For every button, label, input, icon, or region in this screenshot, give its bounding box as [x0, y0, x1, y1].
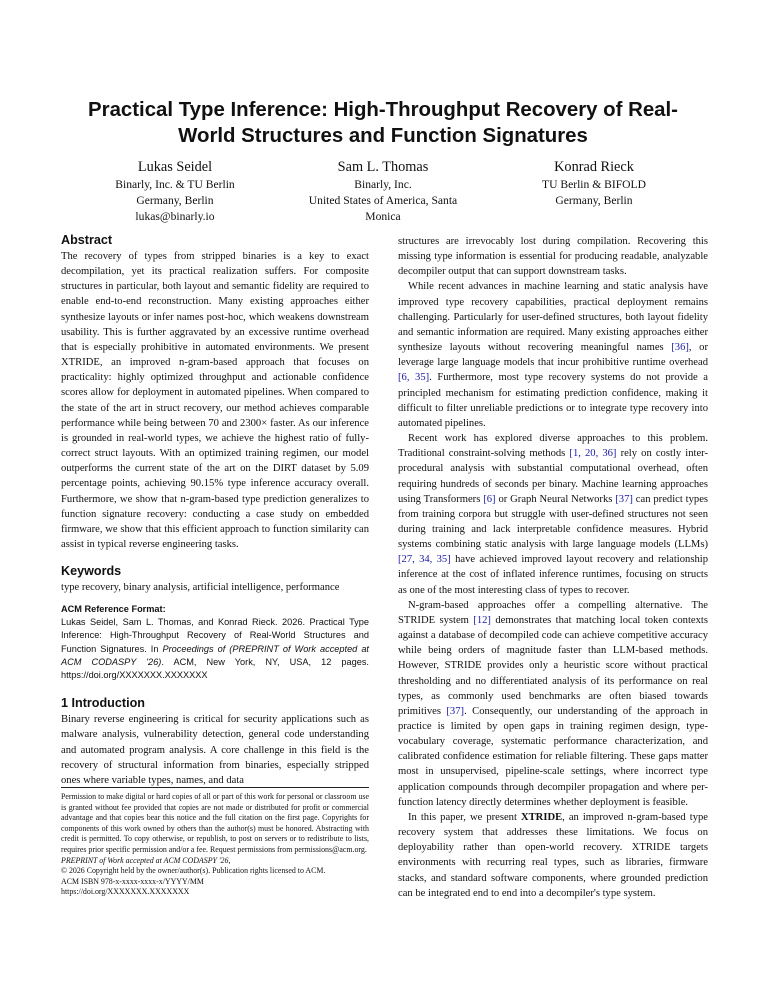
paragraph: N-gram-based approaches offer a compelling alternative. The STRIDE system [12] demonstrates that matching local token contexts against a database of decompiled code can achieve competitive accuracy while being orders of magnitude faster than LLM-based methods. However, STRIDE provides only a heuristic score without practical thresholding and no differentiated analysis of its performance on real types, as commonly used benchmarks are often biased towards primitives [37]. Consequently, our understanding of the approach in practice is limited by open gaps in training regimen design, type-vocabulary coverage, systematic performance characterization, and calibrated confidence estimation for reliable filtering. These gaps matter most in unsupervised, pipeline-scale settings, where incorrect type application compounds through decompiler propagation and where per-function latency directly determines whether deployment is feasible. — [398, 599, 708, 808]
acm-reference-text — [61, 616, 369, 682]
copyright-footnote — [61, 787, 369, 898]
author-block — [90, 158, 260, 225]
acm-reference-publisher: . ACM, New York, NY, USA, 12 pages. https://doi.org/XXXXXXX.XXXXXXX — [61, 656, 369, 681]
citation-link[interactable]: [1, 20, 36] — [565, 448, 617, 460]
citation-link[interactable]: [12] — [468, 614, 491, 626]
citation-link[interactable]: [37] — [440, 705, 465, 717]
author-name: Konrad Rieck — [554, 159, 634, 175]
citation-link[interactable]: [27, 34, 35] — [398, 554, 451, 566]
author-location: Germany, Berlin — [136, 194, 214, 207]
paragraph: In this paper, we present XTRIDE, an improved n-gram-based type recovery system that addresses these limitations. We focus on deployability rather than open-world recovery. XTRIDE targets environments with recurring real types, such as libraries, firmware stacks, and standard software components, where grounded prediction can be integrated end to end into a decompiler's type system. — [398, 811, 708, 899]
author-name: Lukas Seidel — [137, 159, 213, 175]
abstract-heading: Abstract — [61, 233, 113, 247]
introduction-paragraph: Binary reverse engineering is critical for security applications such as malware analysis, vulnerability detection, general code understanding and automated program analysis. A core challenge in this field is the recovery of structural information from binaries, especially stripped ones where variable types, names, and data — [61, 714, 369, 786]
introduction-heading: 1 Introduction — [61, 696, 145, 711]
acm-reference-venue: Proceedings of (PREPRINT of Work accepted at ACM CODASPY '26) — [61, 643, 369, 667]
acm-reference-authors: Lukas Seidel, Sam L. Thomas, and Konrad Rieck. 2026. Practical Type Inference: High-Throughput Recovery of Real-World Structures and Function Signatures. In — [61, 617, 369, 654]
author-affiliation: Binarly, Inc. — [354, 178, 412, 191]
paper-title: Practical Type Inference: High-Throughput Recovery of Real-World Structures and Function Signatures — [88, 99, 678, 147]
copyright-notice: © 2026 Copyright held by the owner/author(s). Publication rights licensed to ACM. — [61, 866, 326, 876]
author-block — [506, 158, 682, 209]
author-location: Germany, Berlin — [555, 194, 633, 207]
citation-link[interactable]: [6, 35] — [398, 372, 430, 384]
author-block — [292, 158, 474, 225]
acm-reference-heading: ACM Reference Format: — [61, 604, 166, 615]
keywords-text: type recovery, binary analysis, artificial intelligence, performance — [61, 582, 340, 594]
author-location: United States of America, Santa Monica — [308, 194, 458, 223]
right-column — [398, 234, 708, 901]
paragraph: While recent advances in machine learning and static analysis have improved type recovery capabilities, practical deployment remains challenging. Particularly for user-defined structures, both layout fidelity and semantic information are required. Many existing approaches either synthesize layouts without recovering meaningful names [36], or leverage large language models that incur prohibitive runtime overhead [6, 35]. Furthermore, most type recovery systems do not provide a principled mechanism for estimating prediction confidence, making it difficult to filter unreliable predictions or to integrate type recovery into automated pipelines. — [398, 281, 708, 429]
author-email: lukas@binarly.io — [135, 210, 215, 223]
doi-notice: https://doi.org/XXXXXXX.XXXXXXX — [61, 887, 190, 897]
system-name: XTRIDE — [520, 811, 563, 823]
citation-link[interactable]: [6] — [480, 493, 496, 505]
abstract-text: The recovery of types from stripped binaries is a key to exact decompilation, yet its practical realization suffers. For composite structures in particular, both layout and semantic fidelity are required to enable end-to-end reconstruction. Many existing approaches either synthesize layouts or infer names post-hoc, which weakens downstream usability. This is further aggravated by an excessive runtime overhead that is especially prohibitive in automated environments. We present XTRIDE, an improved n-gram-based approach that focuses on practicality: highly optimized throughput and actionable confidence scores allow for deployment in automated pipelines. When compared to the state of the art in struct recovery, our method achieves comparable performance while being between 70 and 2300× faster. As our inference is grounded in real-world types, we achieve the highest ratio of fully-correct struct layouts. With an optimized training regimen, our model outperforms the current state of the art on the DIRT dataset by 5.09 percentage points, achieving 90.15% type inference accuracy overall. Furthermore, we show that n-gram-based type prediction generalizes to function signature recovery: conducting a case study on embedded firmware, we show that this efficient approach to function similarity can assist in typical reverse engineering tasks. — [61, 251, 369, 550]
paragraph: Recent work has explored diverse approaches to this problem. Traditional constraint-solving methods [1, 20, 36] rely on costly inter-procedural analysis with substantial computational overhead, often requiring hundreds of seconds per binary. Machine learning approaches using Transformers [6] or Graph Neural Networks [37] can predict types from training corpora but struggle with user-defined structures not seen during training and lack interpretable confidence measures. Hybrid systems combining static analysis with large language models (LLMs) [27, 34, 35] have achieved improved layout recovery and relationship inference at the cost of inflated inference runtimes, focusing on structs as one of the most interesting class of types to recover. — [398, 433, 709, 596]
paragraph: structures are irrevocably lost during compilation. Recovering this missing type information is essential for producing readable, analyzable decompiler output that can support downstream tasks. — [398, 236, 708, 278]
author-affiliation: Binarly, Inc. & TU Berlin — [115, 178, 235, 191]
isbn-notice: ACM ISBN 978-x-xxxx-xxxx-x/YYYY/MM — [61, 876, 204, 886]
citation-link[interactable]: [37] — [612, 493, 633, 505]
keywords-heading: Keywords — [61, 564, 122, 579]
author-name: Sam L. Thomas — [337, 159, 429, 175]
author-affiliation: TU Berlin & BIFOLD — [541, 178, 646, 191]
citation-link[interactable]: [36] — [663, 342, 689, 354]
left-column — [61, 231, 369, 788]
preprint-notice: PREPRINT of Work accepted at ACM CODASPY '26, — [61, 855, 231, 865]
permission-notice: Permission to make digital or hard copies of all or part of this work for personal or classroom use is granted without fee provided that copies are not made or distributed for profit or commercial advantage and that copies bear this notice and the full citation on the first page. Copyrights for components of this work owned by others than the author(s) must be honored. Abstracting with credit is permitted. To copy otherwise, or republish, to post on servers or to redistribute to lists, requires prior specific permission and/or a fee. Request permissions from permissions@acm.org. — [61, 792, 369, 854]
